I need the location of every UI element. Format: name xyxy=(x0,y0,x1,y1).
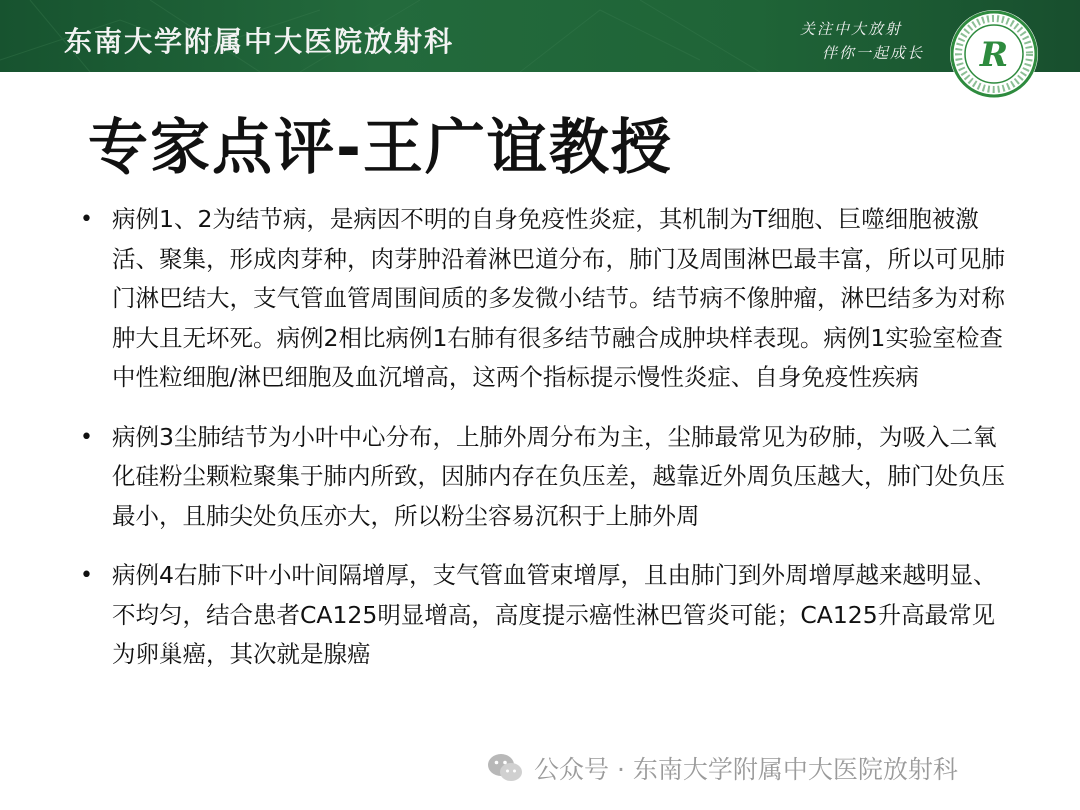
institution-name: 东南大学附属中大医院放射科 xyxy=(64,25,455,58)
slide-title: 专家点评-王广谊教授 xyxy=(88,113,673,183)
bullet-list xyxy=(80,200,1010,695)
bullet-text: 病例3尘肺结节为小叶中心分布，上肺外周分布为主，尘肺最常见为矽肺，为吸入二氧化硅粉尘颗粒聚集于肺内所致，因肺内存在负压差，越靠近外周负压越大，肺门处负压最小，且肺尖处负压亦大，所以粉尘容易沉积于上肺外周 xyxy=(112,422,1005,530)
header-banner xyxy=(0,0,1080,72)
bullet-dot: • xyxy=(80,424,93,450)
wechat-icon xyxy=(486,751,524,785)
hospital-logo xyxy=(948,8,1040,100)
watermark xyxy=(486,748,958,788)
watermark-text: 公众号 · 东南大学附属中大医院放射科 xyxy=(534,755,958,784)
slogan-line-2: 伴你一起成长 xyxy=(822,44,925,62)
slogan-line-1: 关注中大放射 xyxy=(800,20,903,38)
bullet-item xyxy=(80,556,1010,675)
logo-letter: R xyxy=(979,35,1009,75)
bullet-text: 病例4右肺下叶小叶间隔增厚，支气管血管束增厚，且由肺门到外周增厚越来越明显、不均匀，结合患者CA125明显增高，高度提示癌性淋巴管炎可能；CA125升高最常见为卵巢癌，其次就是腺癌 xyxy=(112,561,997,668)
bullet-text: 病例1、2为结节病，是病因不明的自身免疫性炎症，其机制为T细胞、巨噬细胞被激活、聚集，形成肉芽种，肉芽肿沿着淋巴道分布，肺门及周围淋巴最丰富，所以可见肺门淋巴结大，支气管血管周围间质的多发微小结节。结节病不像肿瘤，淋巴结多为对称肿大且无坏死。病例2相比病例1右肺有很多结节融合成肿块样表现。病例1实验室检查中性粒细胞/淋巴细胞及血沉增高，这两个指标提示慢性炎症、自身免疫性疾病 xyxy=(112,205,1005,391)
bullet-dot: • xyxy=(80,563,93,588)
bullet-item xyxy=(80,418,1010,537)
bullet-item xyxy=(80,200,1010,398)
bullet-dot: • xyxy=(80,207,93,232)
